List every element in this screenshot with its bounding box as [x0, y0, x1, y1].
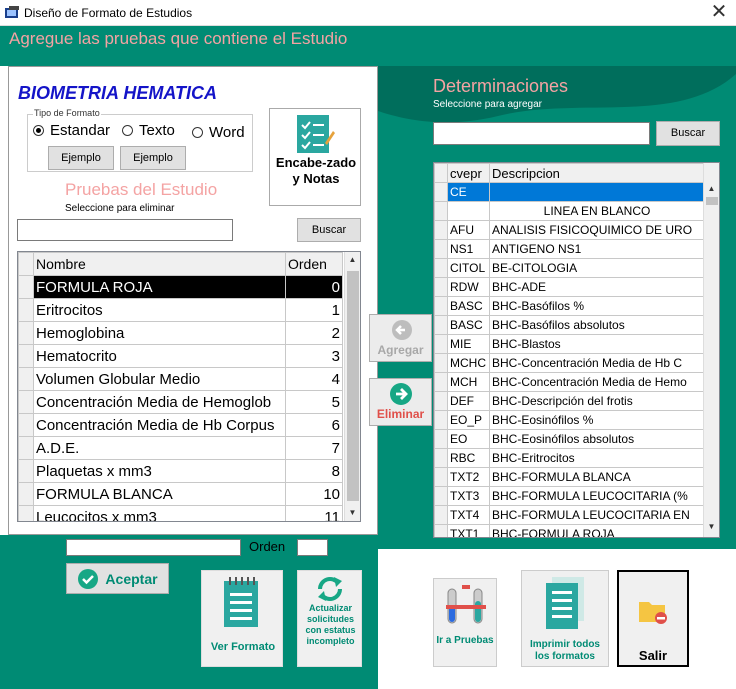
determination-code-cell[interactable]: EO: [448, 430, 490, 449]
determination-desc-cell[interactable]: ANTIGENO NS1: [490, 240, 705, 259]
tests-scrollbar[interactable]: [344, 252, 360, 521]
tests-grid-header: [19, 253, 343, 276]
order-value-input[interactable]: [297, 539, 328, 556]
determination-code-cell[interactable]: BASC: [448, 297, 490, 316]
determination-desc-cell[interactable]: BHC-FORMULA ROJA: [490, 525, 705, 539]
determination-desc-cell[interactable]: BE-CITOLOGIA: [490, 259, 705, 278]
radio-estandar[interactable]: [33, 122, 110, 139]
determination-code-cell[interactable]: BASC: [448, 316, 490, 335]
row-selector[interactable]: [435, 506, 448, 525]
test-order-cell[interactable]: 10: [286, 483, 343, 506]
table-row[interactable]: [435, 221, 705, 240]
column-header-cvepr[interactable]: cvepr: [448, 164, 490, 183]
row-selector[interactable]: [435, 221, 448, 240]
column-header-nombre[interactable]: Nombre: [34, 253, 286, 276]
row-selector[interactable]: [435, 411, 448, 430]
document-icon: [222, 575, 262, 631]
add-button[interactable]: [369, 314, 432, 362]
tests-grid: [17, 251, 361, 522]
test-tubes-icon: [444, 583, 488, 627]
table-row[interactable]: [435, 183, 705, 202]
update-requests-label: Actualizar solicitudes con estatus incompleto: [305, 603, 356, 646]
folder-exit-icon: [637, 598, 669, 626]
table-row[interactable]: [435, 259, 705, 278]
scroll-thumb[interactable]: [706, 197, 718, 205]
row-selector[interactable]: [19, 391, 34, 414]
scroll-down-icon[interactable]: ▼: [348, 508, 357, 517]
table-row[interactable]: [435, 373, 705, 392]
test-order-cell[interactable]: 7: [286, 437, 343, 460]
determination-desc-cell[interactable]: BHC-Descripción del frotis: [490, 392, 705, 411]
row-selector[interactable]: [19, 437, 34, 460]
determinations-hint: Seleccione para agregar: [433, 99, 542, 110]
row-selector[interactable]: [19, 414, 34, 437]
scroll-up-icon[interactable]: ▲: [707, 184, 716, 193]
table-row[interactable]: [19, 276, 343, 299]
row-selector[interactable]: [435, 316, 448, 335]
row-selector[interactable]: [435, 525, 448, 539]
header-notes-button[interactable]: [269, 108, 361, 206]
determination-desc-cell[interactable]: BHC-Eosinófilos %: [490, 411, 705, 430]
table-row[interactable]: [435, 506, 705, 525]
row-selector[interactable]: [19, 506, 34, 523]
determinations-search-button[interactable]: Buscar: [656, 121, 720, 146]
header-instruction: Agregue las pruebas que contiene el Estudio: [9, 29, 348, 48]
title-bar: [0, 0, 736, 26]
test-order-cell[interactable]: 5: [286, 391, 343, 414]
determination-code-cell[interactable]: AFU: [448, 221, 490, 240]
row-selector[interactable]: [19, 460, 34, 483]
format-type-legend: Tipo de Formato: [34, 108, 100, 118]
refresh-icon: [314, 575, 346, 603]
update-requests-button[interactable]: [297, 570, 362, 667]
determination-desc-cell[interactable]: BHC-Basófilos %: [490, 297, 705, 316]
arrow-right-circle-icon: [389, 382, 413, 406]
window-title: Diseño de Formato de Estudios: [24, 6, 193, 20]
print-documents-icon: [542, 575, 588, 633]
determination-desc-cell[interactable]: BHC-Concentración Media de Hemo: [490, 373, 705, 392]
table-row[interactable]: [435, 278, 705, 297]
test-name-cell[interactable]: Eritrocitos: [34, 299, 286, 322]
test-name-cell[interactable]: Concentración Media de Hb Corpus: [34, 414, 286, 437]
determination-desc-cell[interactable]: BHC-Blastos: [490, 335, 705, 354]
determination-desc-cell[interactable]: BHC-Eritrocitos: [490, 449, 705, 468]
table-row[interactable]: [435, 449, 705, 468]
test-name-cell[interactable]: Hematocrito: [34, 345, 286, 368]
table-row[interactable]: [19, 391, 343, 414]
row-selector[interactable]: [19, 322, 34, 345]
table-row[interactable]: [19, 460, 343, 483]
study-name: BIOMETRIA HEMATICA: [18, 83, 217, 103]
tests-search-button[interactable]: Buscar: [297, 218, 361, 242]
determination-desc-cell[interactable]: ANALISIS FISICOQUIMICO DE URO: [490, 221, 705, 240]
scroll-down-icon[interactable]: ▼: [707, 522, 716, 531]
determination-code-cell[interactable]: TXT1: [448, 525, 490, 539]
row-selector[interactable]: [435, 297, 448, 316]
table-row[interactable]: [435, 468, 705, 487]
table-row[interactable]: [435, 487, 705, 506]
determination-code-cell[interactable]: RBC: [448, 449, 490, 468]
determination-desc-cell[interactable]: BHC-Eosinófilos absolutos: [490, 430, 705, 449]
order-name-input[interactable]: [66, 539, 241, 556]
test-order-cell[interactable]: 11: [286, 506, 343, 523]
determination-desc-cell[interactable]: BHC-Concentración Media de Hb C: [490, 354, 705, 373]
app-icon: [4, 5, 20, 21]
test-name-cell[interactable]: Concentración Media de Hemoglob: [34, 391, 286, 414]
row-selector[interactable]: [19, 483, 34, 506]
test-name-cell[interactable]: Plaquetas x mm3: [34, 460, 286, 483]
determination-desc-cell[interactable]: BHC-FORMULA LEUCOCITARIA (%: [490, 487, 705, 506]
row-selector[interactable]: [435, 202, 448, 221]
exit-label: Salir: [638, 648, 668, 663]
row-selector[interactable]: [19, 276, 34, 299]
determination-desc-cell[interactable]: BHC-ADE: [490, 278, 705, 297]
table-row[interactable]: [19, 506, 343, 523]
table-row[interactable]: [19, 322, 343, 345]
row-selector[interactable]: [435, 335, 448, 354]
determination-code-cell[interactable]: MIE: [448, 335, 490, 354]
row-selector[interactable]: [19, 299, 34, 322]
determination-code-cell[interactable]: CE: [448, 183, 490, 202]
scroll-up-icon[interactable]: ▲: [348, 255, 357, 264]
determination-code-cell[interactable]: RDW: [448, 278, 490, 297]
test-order-cell[interactable]: 0: [286, 276, 343, 299]
row-selector[interactable]: [19, 368, 34, 391]
table-row[interactable]: [19, 414, 343, 437]
row-selector[interactable]: [435, 487, 448, 506]
scroll-thumb[interactable]: [347, 271, 359, 501]
determination-code-cell[interactable]: DEF: [448, 392, 490, 411]
table-row[interactable]: [435, 392, 705, 411]
table-row[interactable]: [435, 202, 705, 221]
determinations-title: Determinaciones: [433, 76, 569, 96]
determination-code-cell[interactable]: [448, 202, 490, 221]
row-selector[interactable]: [435, 240, 448, 259]
row-selector[interactable]: [435, 449, 448, 468]
remove-label: Eliminar: [376, 407, 425, 421]
test-name-cell[interactable]: FORMULA BLANCA: [34, 483, 286, 506]
print-all-label: Imprimir todos los formatos: [529, 639, 600, 662]
exit-button[interactable]: [617, 570, 689, 667]
row-selector[interactable]: [435, 354, 448, 373]
table-row[interactable]: [19, 483, 343, 506]
test-order-cell[interactable]: 1: [286, 299, 343, 322]
tests-search-input[interactable]: [17, 219, 233, 241]
test-name-cell[interactable]: FORMULA ROJA: [34, 276, 286, 299]
row-selector[interactable]: [435, 373, 448, 392]
checklist-icon: [295, 113, 335, 155]
determination-desc-cell[interactable]: BHC-FORMULA LEUCOCITARIA EN: [490, 506, 705, 525]
radio-word[interactable]: [192, 124, 245, 141]
arrow-left-circle-icon: [391, 319, 413, 341]
table-row[interactable]: [435, 297, 705, 316]
table-row[interactable]: [435, 335, 705, 354]
table-row[interactable]: [435, 430, 705, 449]
radio-word-label: Word: [209, 124, 245, 141]
test-name-cell[interactable]: Volumen Globular Medio: [34, 368, 286, 391]
row-selector[interactable]: [435, 430, 448, 449]
table-row[interactable]: [435, 525, 705, 539]
print-all-button[interactable]: [521, 570, 609, 667]
determination-code-cell[interactable]: MCH: [448, 373, 490, 392]
test-order-cell[interactable]: 8: [286, 460, 343, 483]
test-name-cell[interactable]: A.D.E.: [34, 437, 286, 460]
accept-label: Aceptar: [105, 570, 158, 587]
table-row[interactable]: [435, 354, 705, 373]
accept-button[interactable]: [66, 563, 169, 594]
test-name-cell[interactable]: Leucocitos x mm3: [34, 506, 286, 523]
go-tests-button[interactable]: [433, 578, 497, 667]
table-row[interactable]: [19, 299, 343, 322]
test-order-cell[interactable]: 6: [286, 414, 343, 437]
determination-code-cell[interactable]: TXT2: [448, 468, 490, 487]
determination-desc-cell[interactable]: LINEA EN BLANCO: [490, 202, 705, 221]
determination-desc-cell[interactable]: BHC-Basófilos absolutos: [490, 316, 705, 335]
row-selector[interactable]: [435, 392, 448, 411]
check-circle-icon: [77, 568, 99, 590]
table-row[interactable]: [19, 345, 343, 368]
remove-button[interactable]: [369, 378, 432, 426]
order-label: Orden: [249, 539, 286, 554]
go-tests-label: Ir a Pruebas: [436, 635, 494, 646]
tests-title: Pruebas del Estudio: [65, 180, 218, 199]
row-selector[interactable]: [435, 183, 448, 202]
table-row[interactable]: [19, 368, 343, 391]
test-order-cell[interactable]: 3: [286, 345, 343, 368]
determination-code-cell[interactable]: TXT3: [448, 487, 490, 506]
test-order-cell[interactable]: 4: [286, 368, 343, 391]
view-format-label: Ver Formato: [210, 641, 276, 653]
close-button[interactable]: ✕: [710, 1, 728, 23]
table-row[interactable]: [435, 316, 705, 335]
column-header-descripcion[interactable]: Descripcion: [490, 164, 705, 183]
determination-code-cell[interactable]: EO_P: [448, 411, 490, 430]
determinations-grid-header: [435, 164, 705, 183]
test-name-cell[interactable]: Hemoglobina: [34, 322, 286, 345]
add-label: Agregar: [377, 343, 424, 357]
example-standard-button[interactable]: Ejemplo: [48, 146, 114, 170]
test-order-cell[interactable]: 2: [286, 322, 343, 345]
row-selector[interactable]: [435, 468, 448, 487]
determination-code-cell[interactable]: NS1: [448, 240, 490, 259]
determination-code-cell[interactable]: MCHC: [448, 354, 490, 373]
radio-texto[interactable]: [122, 122, 175, 139]
determination-desc-cell[interactable]: BHC-FORMULA BLANCA: [490, 468, 705, 487]
column-header-orden[interactable]: Orden: [286, 253, 343, 276]
tests-hint: Seleccione para eliminar: [65, 203, 175, 214]
header-notes-label: Encabe-zado y Notas: [275, 155, 357, 186]
row-selector[interactable]: [435, 259, 448, 278]
radio-texto-label: Texto: [139, 122, 175, 139]
table-row[interactable]: [435, 411, 705, 430]
row-selector[interactable]: [19, 345, 34, 368]
view-format-button[interactable]: [201, 570, 283, 667]
determinations-grid: [433, 162, 720, 538]
determinations-search-input[interactable]: [433, 122, 650, 145]
radio-estandar-label: Estandar: [50, 122, 111, 139]
example-text-button[interactable]: Ejemplo: [120, 146, 186, 170]
determinations-scrollbar[interactable]: [703, 163, 719, 537]
row-selector[interactable]: [435, 278, 448, 297]
determination-code-cell[interactable]: CITOL: [448, 259, 490, 278]
determination-code-cell[interactable]: TXT4: [448, 506, 490, 525]
table-row[interactable]: [435, 240, 705, 259]
table-row[interactable]: [19, 437, 343, 460]
determination-desc-cell[interactable]: [490, 183, 705, 202]
